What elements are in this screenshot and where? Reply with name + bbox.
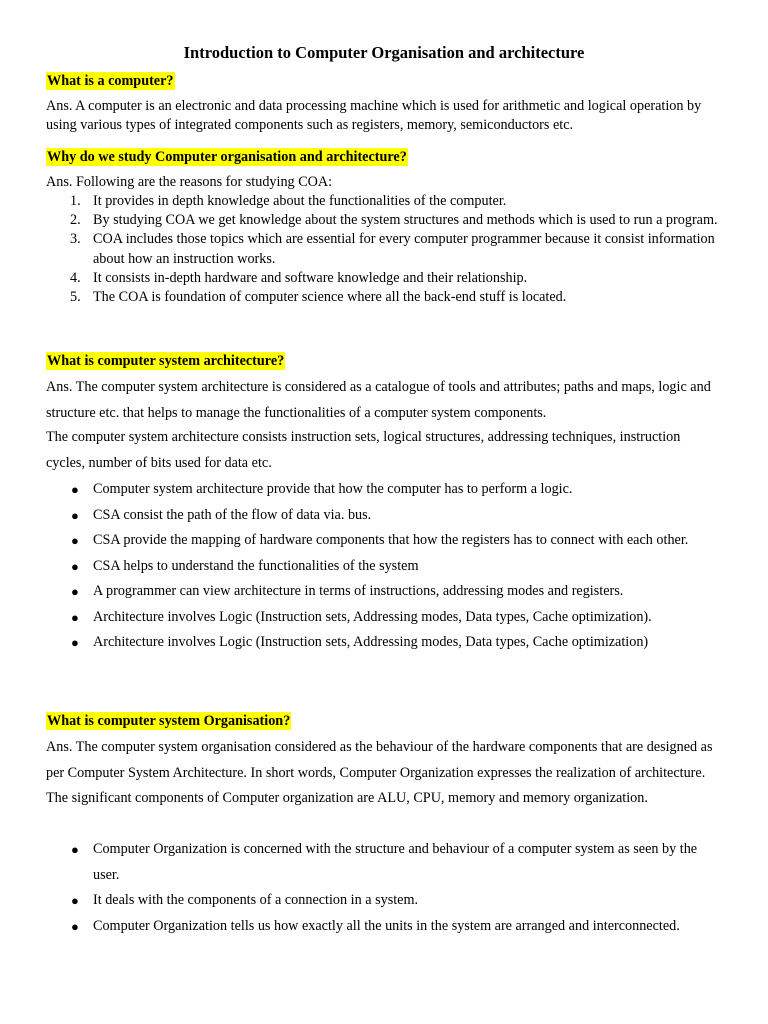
list-number: 4. xyxy=(70,269,81,286)
bullet-icon: ● xyxy=(71,609,79,625)
bullet-item xyxy=(46,914,718,940)
bullet-item xyxy=(46,837,718,888)
bullet-item xyxy=(46,630,718,656)
bullet-text: Architecture involves Logic (Instruction sets, Addressing modes, Data types, Cache optimization) xyxy=(93,634,649,650)
list-number: 1. xyxy=(70,193,81,209)
list-item-text: The COA is foundation of computer science where all the back-end stuff is located. xyxy=(93,289,567,306)
bullet-text: Computer system architecture provide that how the computer has to perform a logic. xyxy=(93,481,573,497)
bullet-text: Computer Organization tells us how exactly all the units in the system are arranged and interconnected. xyxy=(93,917,680,934)
list-item xyxy=(46,230,718,268)
section-heading-organisation: What is computer system Organisation? xyxy=(47,713,291,729)
list-item xyxy=(46,192,718,211)
list-item xyxy=(46,269,718,288)
organisation-bullets xyxy=(46,837,718,939)
architecture-bullets xyxy=(46,477,718,656)
list-item-text: COA includes those topics which are essential for every computer programmer because it consist information about how an instruction works. xyxy=(93,231,715,267)
bullet-item xyxy=(46,605,718,631)
bullet-text: CSA consist the path of the flow of data via. bus. xyxy=(93,506,372,523)
bullet-icon: ● xyxy=(71,893,79,908)
section-heading-computer: What is a computer? xyxy=(47,73,174,89)
list-item-text: It provides in depth knowledge about the functionalities of the computer. xyxy=(93,193,507,209)
bullet-icon: ● xyxy=(71,842,79,857)
bullet-icon: ● xyxy=(71,635,79,650)
bullet-icon: ● xyxy=(71,584,79,599)
bullet-icon: ● xyxy=(71,558,79,574)
list-item xyxy=(46,211,718,230)
reasons-list xyxy=(46,192,718,307)
section-heading-why-study: Why do we study Computer organisation and architecture? xyxy=(47,149,407,165)
bullet-text: Computer Organization is concerned with the structure and behaviour of a computer system as seen by the user. xyxy=(93,841,698,883)
list-number: 2. xyxy=(70,212,81,229)
section-answer-organisation: Ans. The computer system organisation considered as the behaviour of the hardware components that are designed as per Computer System Architecture. In short words, Computer Organization expresses the realization of architecture. The significant components of Computer organization are ALU, CPU, memory and memory organization. xyxy=(46,739,713,806)
bullet-item xyxy=(46,477,718,503)
list-item xyxy=(46,288,718,307)
bullet-text: A programmer can view architecture in terms of instructions, addressing modes and registers. xyxy=(93,583,624,599)
bullet-icon: ● xyxy=(71,482,79,497)
bullet-icon: ● xyxy=(71,507,79,523)
bullet-item xyxy=(46,888,718,914)
bullet-item xyxy=(46,528,718,554)
section-intro-why-study: Ans. Following are the reasons for studying COA: xyxy=(46,174,333,190)
bullet-text: It deals with the components of a connection in a system. xyxy=(93,892,419,908)
bullet-item xyxy=(46,503,718,529)
section-heading-architecture: What is computer system architecture? xyxy=(47,353,285,369)
section-answer-architecture: Ans. The computer system architecture is considered as a catalogue of tools and attributes; paths and maps, logic and structure etc. that helps to manage the functionalities of a computer system components. xyxy=(46,379,711,421)
bullet-item xyxy=(46,554,718,580)
bullet-icon: ● xyxy=(71,533,79,548)
section-paragraph-architecture: The computer system architecture consists instruction sets, logical structures, addressing techniques, instruction cycles, number of bits used for data etc. xyxy=(46,429,681,471)
list-number: 5. xyxy=(70,289,81,306)
bullet-text: CSA provide the mapping of hardware components that how the registers has to connect with each other. xyxy=(93,532,689,548)
bullet-item xyxy=(46,579,718,605)
page-title: Introduction to Computer Organisation and architecture xyxy=(183,43,585,62)
bullet-icon: ● xyxy=(71,918,79,934)
list-item-text: By studying COA we get knowledge about the system structures and methods which is used to run a program. xyxy=(93,212,718,229)
bullet-text: CSA helps to understand the functionalities of the system xyxy=(93,557,419,574)
list-item-text: It consists in-depth hardware and software knowledge and their relationship. xyxy=(93,269,528,286)
list-number: 3. xyxy=(70,231,81,248)
bullet-text: Architecture involves Logic (Instruction sets, Addressing modes, Data types, Cache optimization). xyxy=(93,608,652,625)
section-answer-computer: Ans. A computer is an electronic and data processing machine which is used for arithmetic and logical operation by using various types of integrated components such as registers, memory, semiconductors etc. xyxy=(46,98,702,133)
